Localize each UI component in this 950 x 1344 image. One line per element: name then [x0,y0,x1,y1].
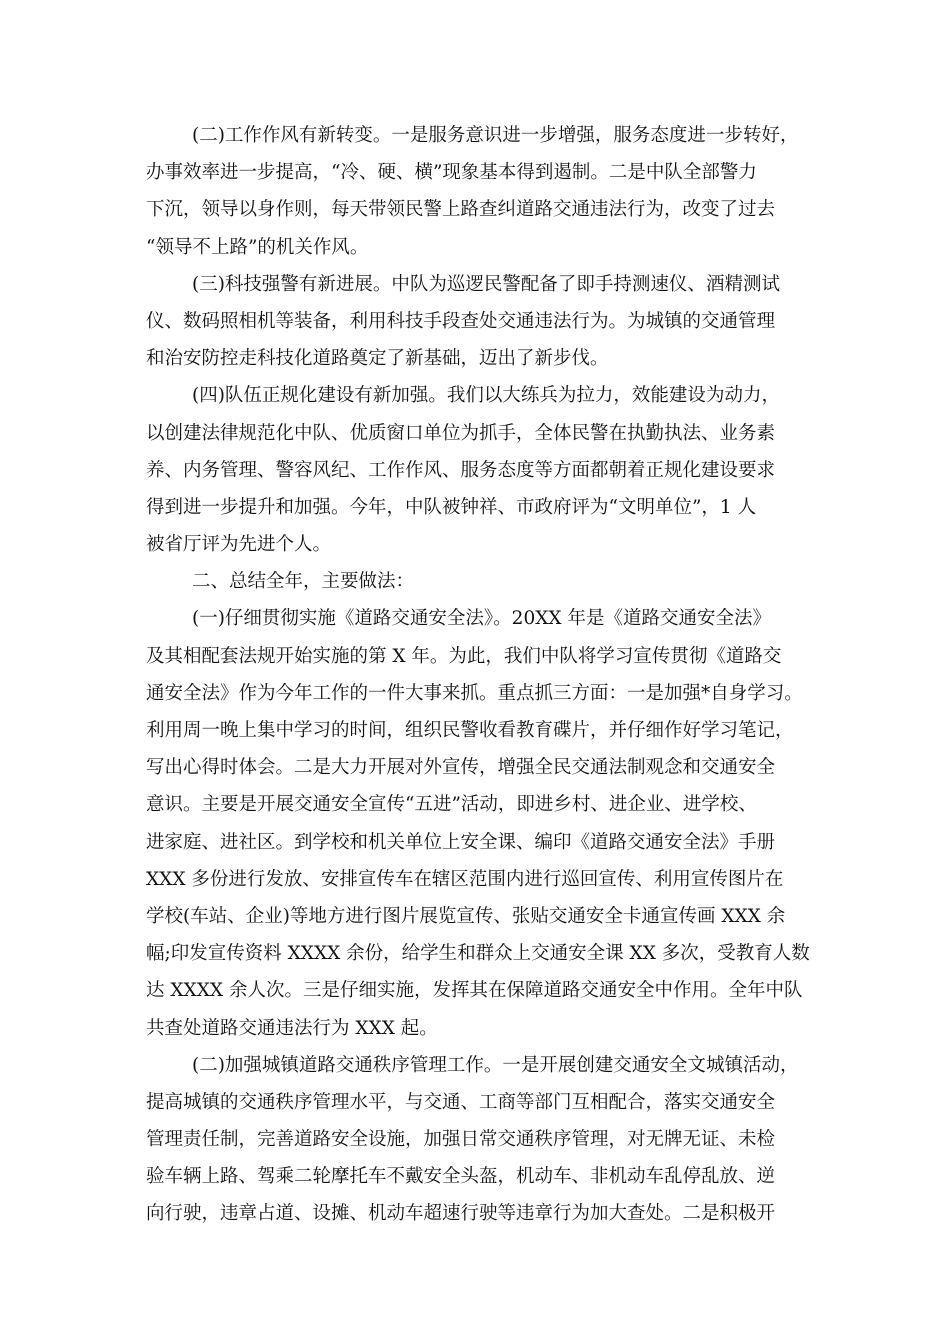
text-line: 意识。主要是开展交通安全宣传“五进”活动，即进乡村、进企业、进学校、 [146,794,757,816]
text-line: 得到进一步提升和加强。今年，中队被钟祥、市政府评为“文明单位”，1 人 [146,496,757,518]
text-line: 达 XXXX 余人次。三是仔细实施，发挥其在保障道路交通安全中作用。全年中队 [146,980,803,1002]
document-page [146,117,810,1233]
text-line: 提高城镇的交通秩序管理水平，与交通、工商等部门互相配合，落实交通安全 [146,1091,776,1113]
text-line: (四)队伍正规化建设有新加强。我们以大练兵为拉力，效能建设为动力， [192,385,780,407]
text-line: (一)仔细贯彻实施《道路交通安全法》。20XX 年是《道路交通安全法》 [192,608,771,630]
text-line: 二、总结全年，主要做法： [192,571,415,593]
text-line: 幅;印发宣传资料 XXXX 余份，给学生和群众上交通安全课 XX 多次，受教育人数 [146,943,810,965]
text-line: 利用周一晚上集中学习的时间，组织民警收看教育碟片，并仔细作好学习笔记， [146,720,794,741]
text-line: “领导不上路”的机关作风。 [146,236,369,258]
text-line: 及其相配套法规开始实施的第 X 年。为此，我们中队将学习宣传贯彻《道路交 [146,645,782,667]
text-line: 下沉，领导以身作则，每天带领民警上路查纠道路交通违法行为，改变了过去 [146,199,776,221]
text-line: 和治安防控走科技化道路奠定了新基础，迈出了新步伐。 [146,348,609,370]
text-line: 养、内务管理、警容风纪、工作作风、服务态度等方面都朝着正规化建设要求 [146,459,776,481]
text-line: 办事效率进一步提高，“冷、硬、横”现象基本得到遏制。二是中队全部警力 [146,162,757,184]
text-line: XXX 多份进行发放、安排宣传车在辖区范围内进行巡回宣传、利用宣传图片在 [146,868,784,890]
text-line: 学校(车站、企业)等地方进行图片展览宣传、张贴交通安全卡通宣传画 XXX 余 [146,905,786,927]
text-line: 通安全法》作为今年工作的一件大事来抓。重点抓三方面：一是加强*自身学习。 [146,682,803,704]
text-line: (二)加强城镇道路交通秩序管理工作。一是开展创建交通安全文城镇活动， [192,1054,799,1076]
text-line: 仪、数码照相机等装备，利用科技手段查处交通违法行为。为城镇的交通管理 [146,310,776,332]
text-line: 进家庭、进社区。到学校和机关单位上安全课、编印《道路交通安全法》手册 [146,831,776,853]
text-line: 写出心得时体会。二是大力开展对外宣传，增强全民交通法制观念和交通安全 [146,757,776,779]
text-line: 共查处道路交通违法行为 XXX 起。 [146,1017,438,1039]
text-line: 被省厅评为先进个人。 [146,534,332,556]
text-line: 管理责任制，完善道路安全设施，加强日常交通秩序管理，对无牌无证、未检 [146,1129,776,1151]
text-line: 验车辆上路、驾乘二轮摩托车不戴安全头盔，机动车、非机动车乱停乱放、逆 [146,1166,776,1188]
text-line: 以创建法律规范化中队、优质窗口单位为抓手，全体民警在执勤执法、业务素 [146,422,776,444]
text-line: (三)科技强警有新进展。中队为巡逻民警配备了即手持测速仪、酒精测试 [192,273,780,295]
text-line: (二)工作作风有新转变。一是服务意识进一步增强，服务态度进一步转好， [192,125,799,146]
text-line: 向行驶，违章占道、设摊、机动车超速行驶等违章行为加大查处。二是积极开 [146,1203,776,1225]
